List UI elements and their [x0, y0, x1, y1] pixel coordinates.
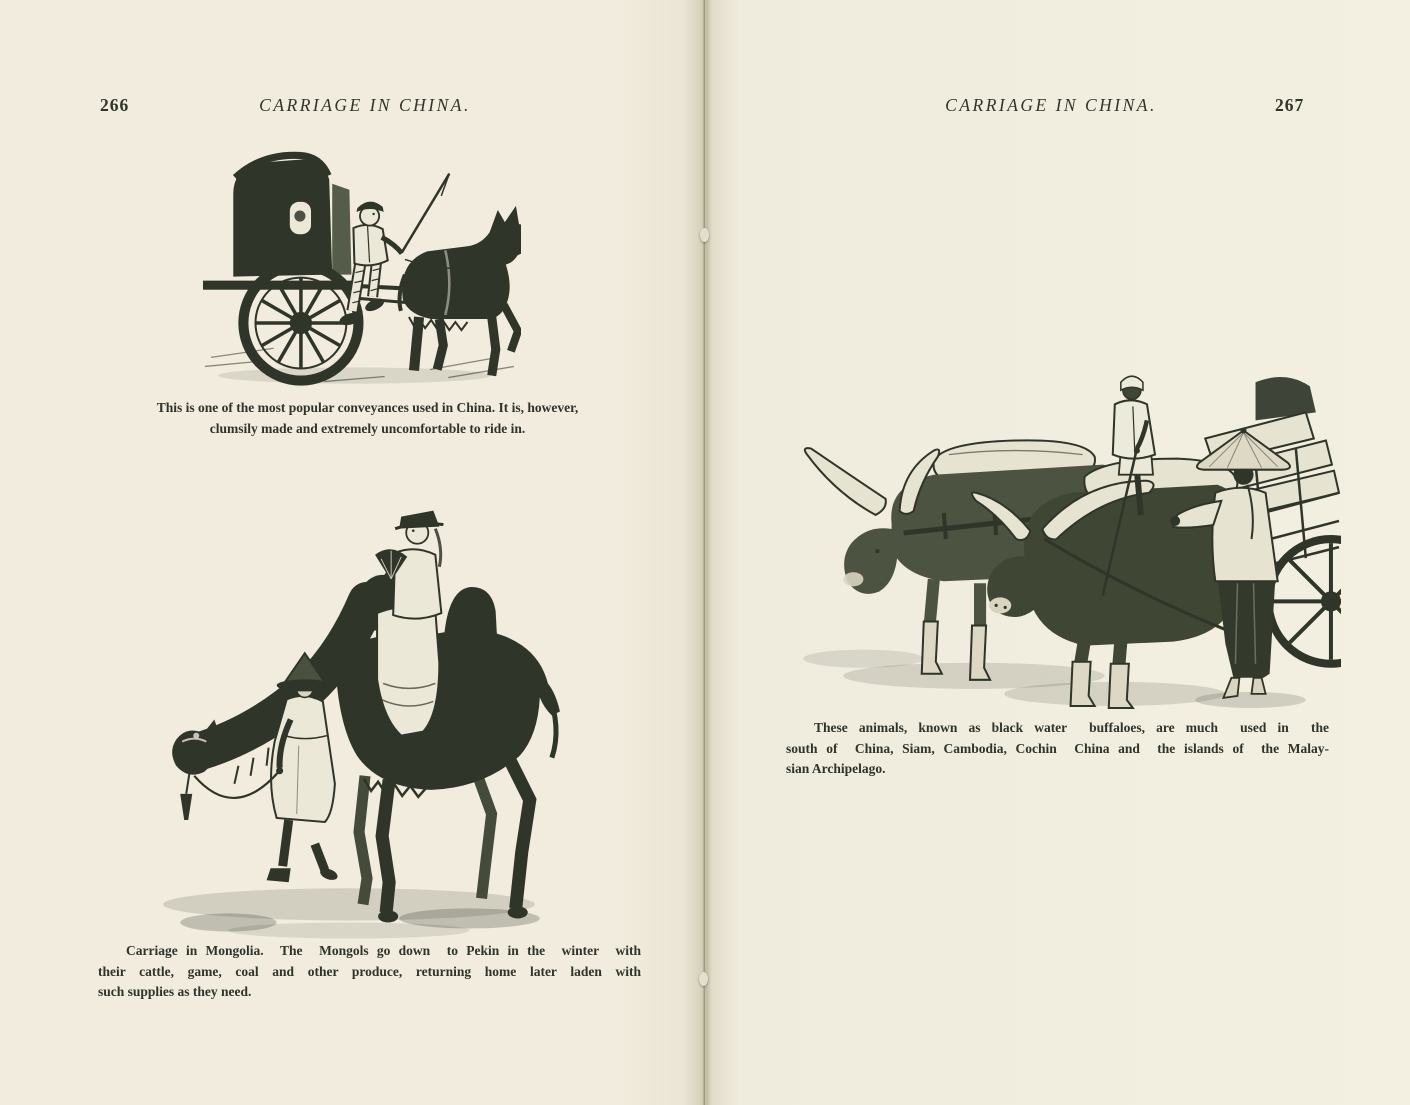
binding-stitch: [699, 972, 708, 986]
donkey: [400, 206, 521, 376]
right-page: [705, 0, 1410, 1105]
donkey-cart-illustration: [203, 143, 521, 391]
page-number-left: 266: [100, 95, 130, 115]
page-number-right: 267: [1275, 95, 1305, 115]
caption-line: south of China, Siam, Cambodia, Cochin China and the islands of the Malay-: [786, 740, 1329, 756]
whip: [402, 174, 449, 253]
figure2-caption: [98, 941, 641, 1003]
camel-illustration: [138, 482, 580, 940]
caption-line: This is one of the most popular conveyances used in China. It is, however,: [156, 400, 579, 415]
caption-line: clumsily made and extremely uncomfortable to ride in.: [209, 420, 526, 436]
caption-line: their cattle, game, coal and other produce, returning home later laden with: [98, 963, 641, 979]
figure3-caption: [786, 718, 1329, 780]
binding-stitch: [700, 228, 709, 242]
caption-line: These animals, known as black water buffaloes, are much used in the: [814, 720, 1329, 735]
running-header-left: CARRIAGE IN CHINA.: [259, 95, 471, 115]
caption-line: Carriage in Mongolia. The Mongols go down to Pekin in the winter with: [126, 943, 641, 958]
camel: [172, 575, 560, 923]
water-buffaloes-illustration: [783, 342, 1341, 714]
caption-line: such supplies as they need.: [98, 984, 252, 999]
book-gutter: [703, 0, 706, 1105]
figure1-caption: [85, 398, 650, 439]
running-header-right: CARRIAGE IN CHINA.: [945, 95, 1157, 115]
caption-line: sian Archipelago.: [786, 761, 886, 776]
camel-leader: [194, 653, 339, 882]
